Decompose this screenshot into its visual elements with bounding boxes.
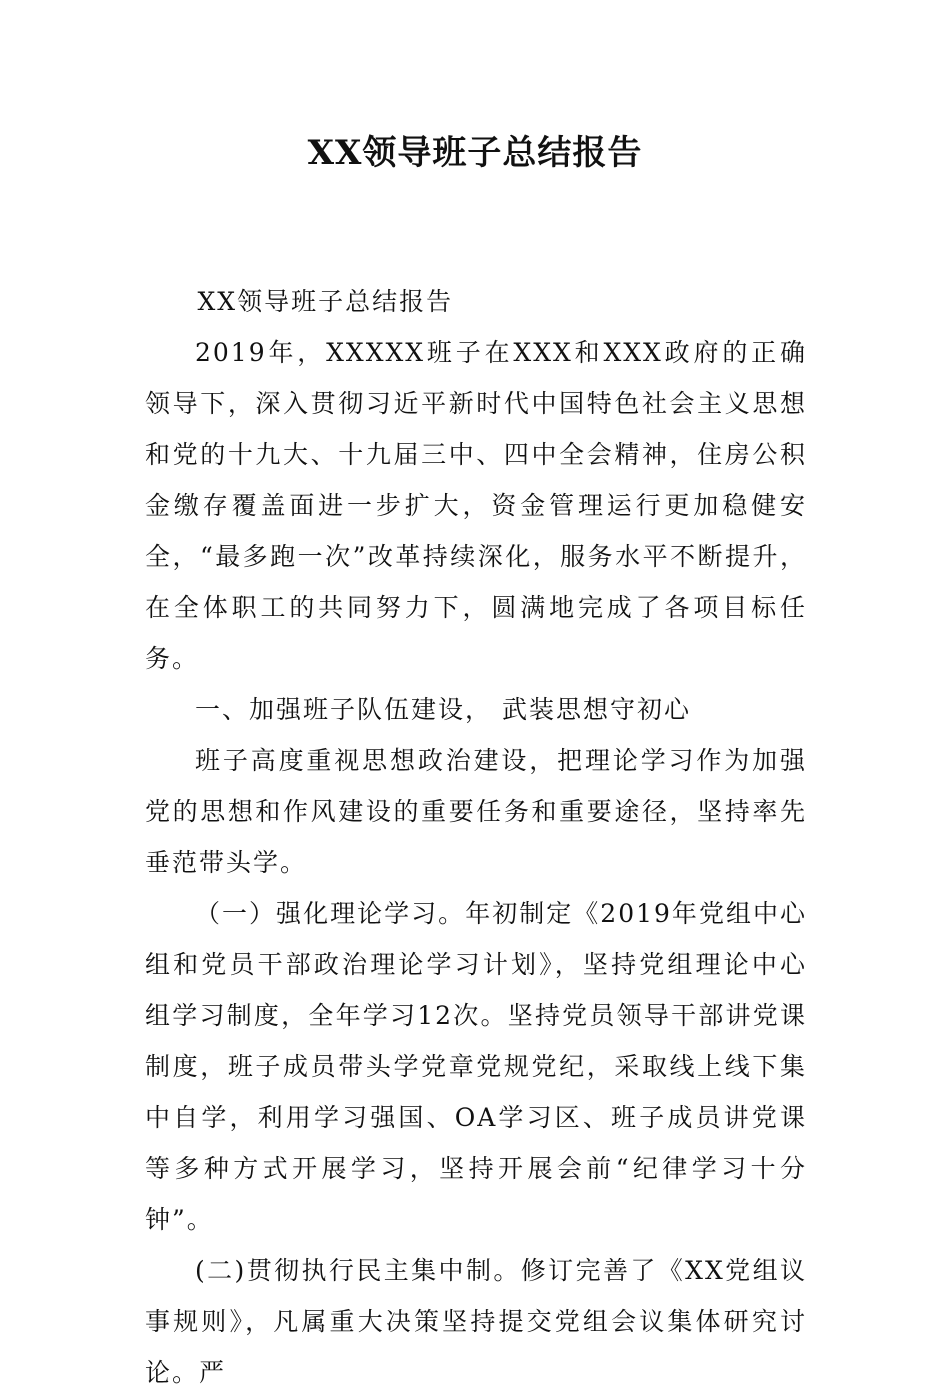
body-subtitle: XX领导班子总结报告 bbox=[197, 287, 454, 316]
section-heading: 一、加强班子队伍建设， 武装思想守初心 bbox=[195, 695, 691, 724]
subsection-paragraph-1: （一）强化理论学习。年初制定《2019年党组中心组和党员干部政治理论学习计划》，坚持党组理论中心组学习制度，全年学习12次。坚持党员领导干部讲党课制度，班子成员带头学党章党规党纪，采取线上线下集中自学，利用学习强国、OA学习区、班子成员讲党课等多种方式开展学习，坚持开展会前“纪律学习十分钟”。 bbox=[145, 899, 807, 1234]
subsection-paragraph-2: (二)贯彻执行民主集中制。修订完善了《XX党组议事规则》，凡属重大决策坚持提交党组会议集体研究讨论。严 bbox=[145, 1256, 807, 1387]
intro-paragraph: 2019年，XXXXX班子在XXX和XXX政府的正确领导下，深入贯彻习近平新时代中国特色社会主义思想和党的十九大、十九届三中、四中全会精神，住房公积金缴存覆盖面进一步扩大，资金管理运行更加稳健安全，“最多跑一次”改革持续深化，服务水平不断提升，在全体职工的共同努力下，圆满地完成了各项目标任务。 bbox=[145, 338, 807, 673]
document-title: XX领导班子总结报告 bbox=[307, 133, 643, 173]
document-body bbox=[145, 276, 807, 1398]
section-paragraph: 班子高度重视思想政治建设，把理论学习作为加强党的思想和作风建设的重要任务和重要途径，坚持率先垂范带头学。 bbox=[145, 746, 807, 877]
